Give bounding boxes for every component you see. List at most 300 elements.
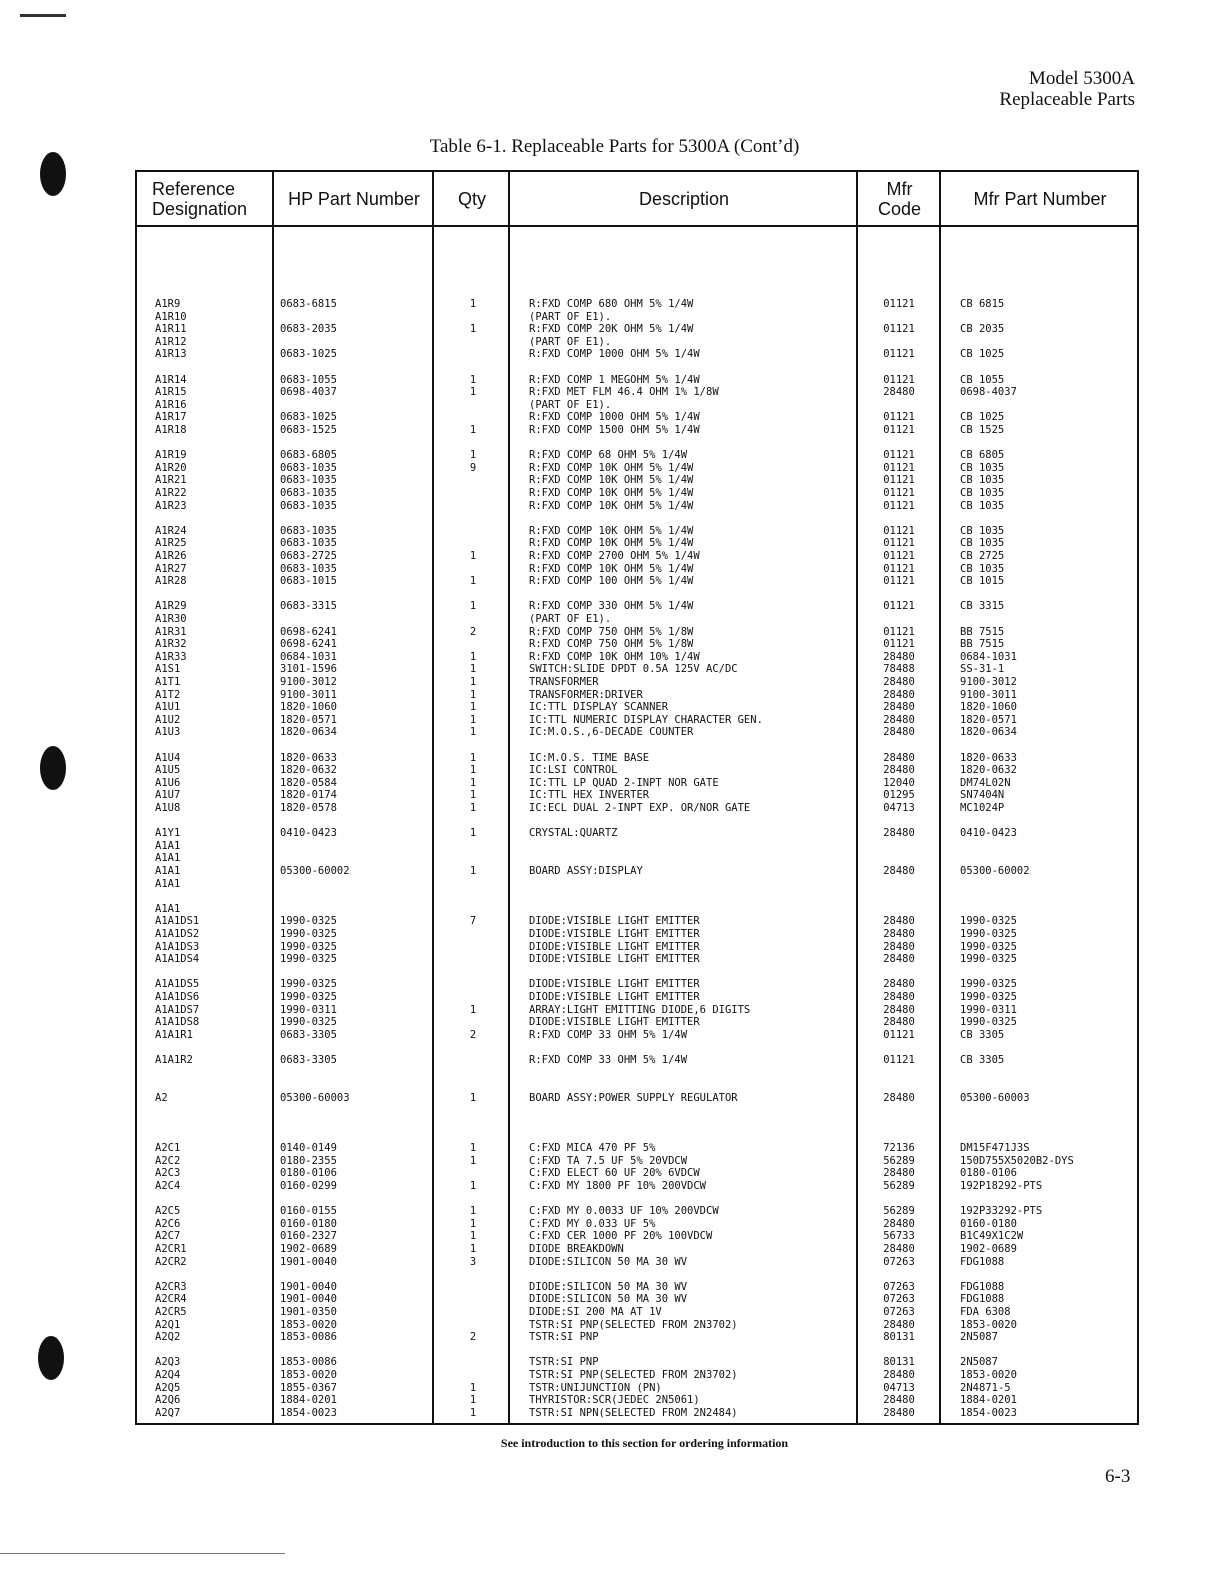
ref-cell: A1R32 [155, 638, 187, 651]
table-row [137, 1104, 1137, 1117]
mfr-part-cell: MC1024P [960, 802, 1005, 814]
qty-cell: 1 [469, 1154, 477, 1167]
hp-part-cell: 0683-1035 [280, 562, 337, 575]
ref-cell: A2CR4 [155, 1293, 187, 1306]
hp-part-cell: 1855-0367 [280, 1381, 337, 1394]
hp-part-cell: 0683-1525 [280, 424, 337, 436]
binder-hole-middle [40, 746, 66, 790]
table-row [137, 1331, 1137, 1344]
qty-cell: 1 [469, 663, 477, 676]
ref-cell: A1R15 [155, 386, 187, 399]
description-cell: R:FXD COMP 10K OHM 5% 1/4W [529, 499, 694, 512]
mfr-part-cell: CB 1035 [960, 461, 1005, 474]
ref-cell: A1U8 [155, 802, 181, 814]
qty-cell: 1 [469, 1003, 477, 1016]
mfr-code-cell: 28480 [883, 1394, 915, 1407]
qty-cell: 1 [469, 1243, 477, 1255]
qty-cell: 1 [469, 650, 477, 663]
table-row [137, 588, 1137, 601]
mfr-code-cell: 72136 [883, 1142, 915, 1155]
ref-cell: A1U7 [155, 789, 181, 802]
mfr-part-cell: FDA 6308 [960, 1306, 1011, 1318]
hp-part-cell: 1820-0174 [280, 789, 337, 802]
ref-cell: A2Q5 [155, 1381, 181, 1394]
mfr-part-cell: CB 1035 [960, 562, 1005, 575]
qty-cell: 1 [469, 1142, 477, 1155]
col-header-hp-part-number: HP Part Number [288, 188, 420, 209]
ref-cell: A1U4 [155, 751, 181, 764]
mfr-code-cell: 28480 [883, 764, 915, 777]
description-cell: R:FXD COMP 33 OHM 5% 1/4W [529, 1028, 688, 1041]
mfr-code-cell: 04713 [883, 1381, 915, 1394]
table-row [137, 411, 1137, 424]
description-cell: R:FXD COMP 10K OHM 5% 1/4W [529, 487, 694, 499]
mfr-part-cell: 9100-3012 [960, 676, 1017, 688]
hp-part-cell: 1820-0632 [280, 764, 337, 777]
qty-cell: 1 [469, 600, 477, 613]
hp-part-cell: 9100-3012 [280, 676, 337, 688]
table-row [137, 865, 1137, 878]
col-header-mfr-part-number: Mfr Part Number [973, 188, 1107, 209]
binder-hole-top [40, 152, 66, 196]
qty-cell: 1 [469, 827, 477, 840]
ref-cell: A1R10 [155, 310, 187, 323]
ref-cell: A2CR1 [155, 1243, 187, 1255]
mfr-part-cell: CB 6805 [960, 449, 1005, 462]
mfr-code-cell: 07263 [883, 1255, 915, 1268]
mfr-part-cell: CB 3305 [960, 1054, 1005, 1066]
table-row [137, 399, 1137, 412]
table-row [137, 1293, 1137, 1306]
ref-cell: A1R18 [155, 424, 187, 436]
description-cell: TSTR:UNIJUNCTION (PN) [529, 1381, 662, 1394]
description-cell: DIODE:VISIBLE LIGHT EMITTER [529, 978, 700, 991]
qty-cell: 1 [469, 424, 477, 436]
hp-part-cell: 0683-1035 [280, 499, 337, 512]
hp-part-cell: 0140-0149 [280, 1142, 337, 1155]
description-cell: (PART OF E1). [529, 335, 612, 348]
table-row [137, 626, 1137, 639]
qty-cell: 1 [469, 373, 477, 386]
table-row [137, 298, 1137, 311]
ref-cell: A1R17 [155, 411, 187, 424]
description-cell: IC:TTL HEX INVERTER [529, 789, 650, 802]
description-cell: TSTR:SI PNP(SELECTED FROM 2N3702) [529, 1318, 738, 1331]
col-header-qty: Qty [457, 188, 486, 209]
ref-cell: A2Q6 [155, 1394, 181, 1407]
mfr-part-cell: 1990-0311 [960, 1003, 1017, 1016]
section-label: Replaceable Parts [999, 89, 1135, 110]
mfr-code-cell: 28480 [883, 1318, 915, 1331]
mfr-part-cell: DM74L02N [960, 776, 1011, 789]
hp-part-cell: 0180-0106 [280, 1167, 337, 1180]
ref-cell: A1R21 [155, 474, 187, 487]
table-row [137, 714, 1137, 727]
mfr-part-cell: 1990-0325 [960, 940, 1017, 953]
hp-part-cell: 0683-6805 [280, 449, 337, 462]
hp-part-cell: 0410-0423 [280, 827, 337, 840]
qty-cell: 1 [469, 323, 477, 336]
table-row [137, 726, 1137, 739]
mfr-code-cell: 28480 [883, 386, 915, 399]
description-cell: CRYSTAL:QUARTZ [529, 827, 618, 840]
mfr-code-cell: 80131 [883, 1331, 915, 1344]
table-row [137, 449, 1137, 462]
description-cell: R:FXD COMP 100 OHM 5% 1/4W [529, 575, 694, 588]
mfr-part-cell: 0180-0106 [960, 1167, 1017, 1180]
table-row [137, 1268, 1137, 1281]
ordering-info-note: See introduction to this section for ordering information [500, 1436, 789, 1450]
table-row [137, 1369, 1137, 1382]
table-row [137, 474, 1137, 487]
mfr-code-cell: 01121 [883, 1054, 915, 1066]
table-row [137, 966, 1137, 979]
page-header [999, 68, 1135, 110]
mfr-code-cell: 01121 [883, 550, 915, 562]
binder-hole-bottom [38, 1336, 64, 1380]
mfr-part-cell: 1990-0325 [960, 991, 1017, 1003]
description-cell: C:FXD MY 0.033 UF 5% [529, 1217, 656, 1230]
ref-cell: A1R9 [155, 298, 181, 310]
mfr-part-cell: 1990-0325 [960, 928, 1017, 940]
hp-part-cell: 0683-1055 [280, 373, 337, 386]
table-row [137, 563, 1137, 576]
page-number: 6-3 [1105, 1466, 1131, 1487]
description-cell: TRANSFORMER [529, 676, 599, 688]
mfr-code-cell: 01121 [883, 1028, 915, 1041]
corner-scan-mark [20, 14, 66, 17]
mfr-part-cell: 0410-0423 [960, 827, 1017, 840]
ref-cell: A1R24 [155, 524, 187, 537]
table-row [137, 1356, 1137, 1369]
hp-part-cell: 05300-60002 [280, 865, 350, 877]
mfr-code-cell: 07263 [883, 1280, 915, 1293]
qty-cell: 1 [469, 751, 477, 764]
mfr-part-cell: 1990-0325 [960, 978, 1017, 991]
table-row [137, 689, 1137, 702]
ref-cell: A1U5 [155, 764, 181, 777]
hp-part-cell: 0180-2355 [280, 1154, 337, 1167]
qty-cell: 1 [469, 802, 477, 814]
hp-part-cell: 0683-1035 [280, 474, 337, 487]
mfr-part-cell: CB 3305 [960, 1028, 1005, 1041]
description-cell: C:FXD MY 1800 PF 10% 200VDCW [529, 1180, 707, 1192]
table-row [137, 777, 1137, 790]
ref-cell: A2C1 [155, 1142, 181, 1155]
mfr-code-cell: 01121 [883, 411, 915, 424]
description-cell: IC:ECL DUAL 2-INPT EXP. OR/NOR GATE [529, 802, 751, 814]
qty-cell: 3 [469, 1255, 477, 1268]
qty-cell: 1 [469, 789, 477, 802]
table-row [137, 890, 1137, 903]
description-cell: R:FXD MET FLM 46.4 OHM 1% 1/8W [529, 386, 719, 399]
hp-part-cell: 1820-0584 [280, 776, 337, 789]
ref-cell: A2C6 [155, 1217, 181, 1230]
hp-part-cell: 1820-0578 [280, 802, 337, 814]
table-row [137, 764, 1137, 777]
mfr-code-cell: 56733 [883, 1230, 915, 1243]
hp-part-cell: 05300-60003 [280, 1091, 350, 1104]
hp-part-cell: 0683-1025 [280, 411, 337, 424]
hp-part-cell: 0683-3305 [280, 1028, 337, 1041]
ref-cell: A1U3 [155, 726, 181, 739]
description-cell: R:FXD COMP 1500 OHM 5% 1/4W [529, 424, 700, 436]
ref-cell: A1R28 [155, 575, 187, 588]
qty-cell: 1 [469, 865, 477, 877]
ref-cell: A2 [155, 1091, 168, 1104]
mfr-code-cell: 28480 [883, 915, 915, 928]
mfr-part-cell: 1884-0201 [960, 1394, 1017, 1407]
mfr-code-cell: 28480 [883, 676, 915, 688]
description-cell: R:FXD COMP 680 OHM 5% 1/4W [529, 298, 694, 310]
hp-part-cell: 0683-2725 [280, 550, 337, 562]
mfr-code-cell: 56289 [883, 1154, 915, 1167]
table-row [137, 903, 1137, 916]
hp-part-cell: 0683-1025 [280, 348, 337, 361]
table-row [137, 991, 1137, 1004]
ref-cell: A1A1DS7 [155, 1003, 200, 1016]
table-row [137, 1004, 1137, 1017]
qty-cell: 9 [469, 461, 477, 474]
table-row [137, 840, 1137, 853]
ref-cell: A1A1DS4 [155, 953, 200, 966]
qty-cell: 1 [469, 701, 477, 714]
qty-cell: 1 [469, 575, 477, 588]
hp-part-cell: 1853-0020 [280, 1318, 337, 1331]
mfr-code-cell: 28480 [883, 991, 915, 1003]
description-cell: R:FXD COMP 10K OHM 5% 1/4W [529, 537, 694, 550]
mfr-code-cell: 56289 [883, 1180, 915, 1192]
ref-cell: A1T1 [155, 676, 181, 688]
ref-cell: A1R26 [155, 550, 187, 562]
ref-cell: A2CR3 [155, 1280, 187, 1293]
mfr-code-cell: 28480 [883, 1167, 915, 1180]
mfr-code-cell: 28480 [883, 1217, 915, 1230]
table-row [137, 915, 1137, 928]
table-row [137, 487, 1137, 500]
ref-cell: A1A1DS3 [155, 940, 200, 953]
mfr-part-cell: 1853-0020 [960, 1369, 1017, 1381]
ref-cell: A1A1 [155, 852, 181, 865]
table-row [137, 1407, 1137, 1420]
table-row [137, 676, 1137, 689]
table-row [137, 1230, 1137, 1243]
table-row [137, 500, 1137, 513]
ref-cell: A1R20 [155, 461, 187, 474]
table-row [137, 600, 1137, 613]
description-cell: IC:LSI CONTROL [529, 764, 618, 777]
description-cell: ARRAY:LIGHT EMITTING DIODE,6 DIGITS [529, 1003, 751, 1016]
hp-part-cell: 1990-0325 [280, 915, 337, 928]
table-title: Table 6-1. Replaceable Parts for 5300A (Cont’d) [429, 136, 800, 157]
mfr-code-cell: 28480 [883, 1016, 915, 1029]
table-row [137, 1054, 1137, 1067]
ref-cell: A1R22 [155, 487, 187, 499]
ref-cell: A2Q1 [155, 1318, 181, 1331]
mfr-code-cell: 01121 [883, 625, 915, 638]
description-cell: R:FXD COMP 10K OHM 5% 1/4W [529, 474, 694, 487]
hp-part-cell: 1820-0633 [280, 751, 337, 764]
qty-cell: 2 [469, 1028, 477, 1041]
mfr-part-cell: 1854-0023 [960, 1406, 1017, 1419]
hp-part-cell: 1990-0325 [280, 940, 337, 953]
hp-part-cell: 0683-1035 [280, 537, 337, 550]
mfr-code-cell: 01295 [883, 789, 915, 802]
ref-cell: A1R11 [155, 323, 187, 336]
col-header-description: Description [638, 188, 730, 209]
ref-cell: A2Q4 [155, 1369, 181, 1381]
ref-cell: A1R33 [155, 650, 187, 663]
hp-part-cell: 0698-6241 [280, 638, 337, 651]
ref-cell: A1A1 [155, 865, 181, 877]
mfr-code-cell: 28480 [883, 1091, 915, 1104]
ref-cell: A2CR5 [155, 1306, 187, 1318]
mfr-code-cell: 28480 [883, 713, 915, 726]
mfr-code-cell: 28480 [883, 1243, 915, 1255]
description-cell: R:FXD COMP 33 OHM 5% 1/4W [529, 1054, 688, 1066]
qty-cell: 1 [469, 298, 477, 310]
table-row [137, 462, 1137, 475]
table-row [137, 1344, 1137, 1357]
mfr-part-cell: CB 1035 [960, 474, 1005, 487]
table-row [137, 663, 1137, 676]
table-row [137, 1281, 1137, 1294]
description-cell: DIODE:VISIBLE LIGHT EMITTER [529, 928, 700, 940]
table-row [137, 1142, 1137, 1155]
mfr-part-cell: FDG1088 [960, 1255, 1005, 1268]
mfr-code-cell: 80131 [883, 1356, 915, 1369]
hp-part-cell: 9100-3011 [280, 688, 337, 701]
bottom-scan-line [0, 1553, 285, 1554]
hp-part-cell: 1901-0040 [280, 1293, 337, 1306]
mfr-part-cell: 1990-0325 [960, 1016, 1017, 1029]
description-cell: SWITCH:SLIDE DPDT 0.5A 125V AC/DC [529, 663, 738, 676]
description-cell: C:FXD TA 7.5 UF 5% 20VDCW [529, 1154, 688, 1167]
mfr-part-cell: 0684-1031 [960, 650, 1017, 663]
description-cell: IC:TTL DISPLAY SCANNER [529, 701, 669, 714]
ref-cell: A1A1DS5 [155, 978, 200, 991]
hp-part-cell: 0698-4037 [280, 386, 337, 399]
hp-part-cell: 1854-0023 [280, 1406, 337, 1419]
hp-part-cell: 1990-0325 [280, 978, 337, 991]
description-cell: DIODE BREAKDOWN [529, 1243, 624, 1255]
qty-cell: 1 [469, 550, 477, 562]
hp-part-cell: 0683-2035 [280, 323, 337, 336]
hp-part-cell: 0160-0155 [280, 1205, 337, 1218]
description-cell: (PART OF E1). [529, 310, 612, 323]
hp-part-cell: 1853-0020 [280, 1369, 337, 1381]
table-row [137, 1067, 1137, 1080]
table-row [137, 638, 1137, 651]
ref-cell: A1R29 [155, 600, 187, 613]
mfr-part-cell: 2N5087 [960, 1331, 998, 1344]
description-cell: DIODE:SI 200 MA AT 1V [529, 1306, 662, 1318]
ref-cell: A1A1DS1 [155, 915, 200, 928]
table-row [137, 827, 1137, 840]
table-row [137, 537, 1137, 550]
mfr-code-cell: 01121 [883, 562, 915, 575]
ref-cell: A1R31 [155, 625, 187, 638]
mfr-code-cell: 01121 [883, 373, 915, 386]
description-cell: R:FXD COMP 10K OHM 10% 1/4W [529, 650, 700, 663]
mfr-part-cell: 9100-3011 [960, 688, 1017, 701]
table-body [137, 225, 1137, 1423]
ref-cell: A1R30 [155, 613, 187, 625]
mfr-part-cell: 0698-4037 [960, 386, 1017, 399]
description-cell: IC:TTL NUMERIC DISPLAY CHARACTER GEN. [529, 713, 763, 726]
hp-part-cell: 1902-0689 [280, 1243, 337, 1255]
table-row [137, 1167, 1137, 1180]
mfr-code-cell: 01121 [883, 323, 915, 336]
hp-part-cell: 1884-0201 [280, 1394, 337, 1407]
table-row [137, 512, 1137, 525]
ref-cell: A2C5 [155, 1205, 181, 1218]
hp-part-cell: 1901-0040 [280, 1280, 337, 1293]
ref-cell: A1A1 [155, 902, 181, 915]
mfr-code-cell: 28480 [883, 940, 915, 953]
mfr-part-cell: 1820-0633 [960, 751, 1017, 764]
ref-cell: A1R12 [155, 335, 187, 348]
hp-part-cell: 1853-0086 [280, 1331, 337, 1344]
table-row [137, 789, 1137, 802]
mfr-part-cell: 1820-0571 [960, 713, 1017, 726]
mfr-part-cell: CB 1025 [960, 348, 1005, 361]
mfr-part-cell: 192P33292-PTS [960, 1205, 1043, 1218]
mfr-part-cell: 05300-60003 [960, 1091, 1030, 1104]
mfr-part-cell: 2N5087 [960, 1356, 998, 1369]
table-row [137, 752, 1137, 765]
qty-cell: 1 [469, 776, 477, 789]
ref-cell: A2C7 [155, 1230, 181, 1243]
mfr-code-cell: 28480 [883, 701, 915, 714]
mfr-part-cell: CB 3315 [960, 600, 1005, 613]
description-cell: IC:TTL LP QUAD 2-INPT NOR GATE [529, 776, 719, 789]
mfr-code-cell: 01121 [883, 461, 915, 474]
qty-cell: 1 [469, 1230, 477, 1243]
description-cell: THYRISTOR:SCR(JEDEC 2N5061) [529, 1394, 700, 1407]
mfr-code-cell: 28480 [883, 650, 915, 663]
ref-cell: A1R27 [155, 562, 187, 575]
table-row [137, 336, 1137, 349]
description-cell: DIODE:VISIBLE LIGHT EMITTER [529, 953, 700, 966]
description-cell: R:FXD COMP 2700 OHM 5% 1/4W [529, 550, 700, 562]
hp-part-cell: 1990-0325 [280, 928, 337, 940]
table-row [137, 1041, 1137, 1054]
mfr-code-cell: 01121 [883, 487, 915, 499]
qty-cell: 1 [469, 688, 477, 701]
qty-cell: 1 [469, 676, 477, 688]
table-row [137, 1256, 1137, 1269]
description-cell: DIODE:VISIBLE LIGHT EMITTER [529, 991, 700, 1003]
table-row [137, 311, 1137, 324]
mfr-part-cell: B1C49X1C2W [960, 1230, 1024, 1243]
mfr-code-cell: 28480 [883, 688, 915, 701]
description-cell: C:FXD MICA 470 PF 5% [529, 1142, 656, 1155]
ref-cell: A1R13 [155, 348, 187, 361]
mfr-code-cell: 28480 [883, 1369, 915, 1381]
description-cell: TSTR:SI PNP [529, 1331, 599, 1344]
mfr-part-cell: DM15F471J3S [960, 1142, 1030, 1155]
description-cell: IC:M.O.S. TIME BASE [529, 751, 650, 764]
description-cell: C:FXD MY 0.0033 UF 10% 200VDCW [529, 1205, 719, 1218]
mfr-code-cell: 78488 [883, 663, 915, 676]
table-row [137, 928, 1137, 941]
table-row [137, 953, 1137, 966]
table-header [137, 172, 1137, 227]
mfr-code-cell: 01121 [883, 298, 915, 310]
table-row [137, 348, 1137, 361]
qty-cell: 7 [469, 915, 477, 928]
